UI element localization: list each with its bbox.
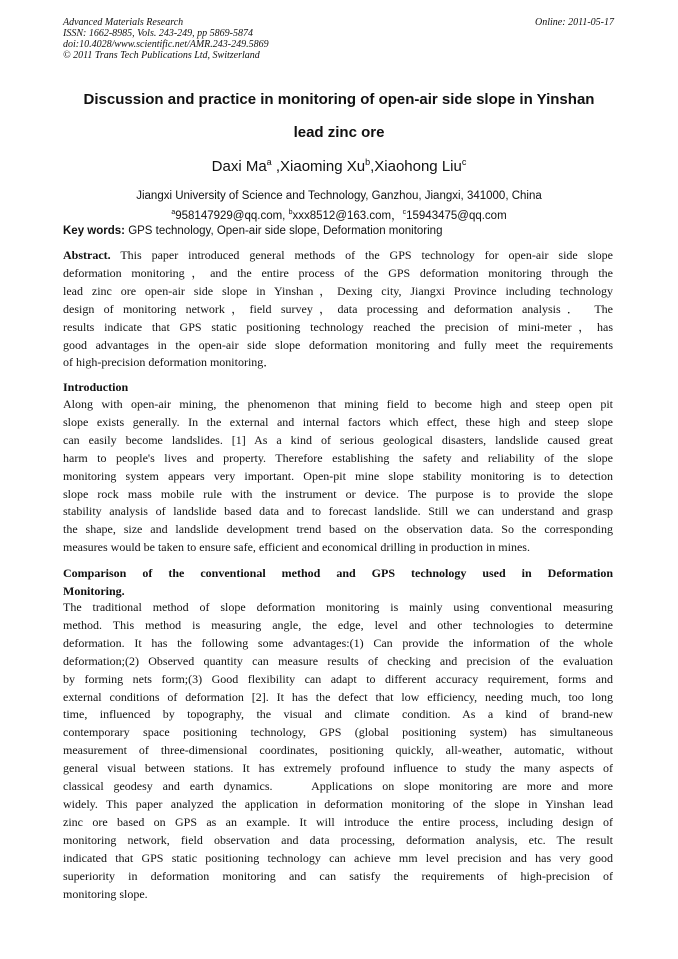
intro-line: can easily become landslides. [1] As a kind of serious geological disasters, landslide caused great: [63, 432, 613, 447]
comparison-line: contemporary space positioning technology, GPS (global positioning system) has simultaneous: [63, 725, 613, 740]
intro-line: monitoring system appears very important. Open-pit mine slope stability monitoring is to detection: [63, 468, 613, 483]
paper-title-line-1: Discussion and practice in monitoring of open-air side slope in Yinshan: [83, 91, 595, 108]
issn-line: ISSN: 1662-8985, Vols. 243-249, pp 5869-5874: [63, 28, 253, 39]
intro-line: measures would be taken to ensure safe, efficient and economical drilling in production in mines.: [63, 540, 530, 555]
comparison-line: by forming nets form;(3) Good flexibility can adapt to different accuracy requirement, forms and: [63, 671, 613, 686]
comparison-line: deformation;(2) Observed quantity can measure results of checking and precision of the evaluation: [63, 653, 613, 668]
comparison-paragraph: [63, 599, 613, 903]
author-list: [40, 157, 638, 175]
comparison-line: superiority in deformation monitoring and can satisfy the requirements of high-precision of: [63, 868, 613, 883]
email-3-mark: c: [402, 209, 407, 216]
abstract-line: results indicate that GPS static positioning technology reached the precision of mini-meter，has: [63, 319, 613, 334]
email-2: xxx8512@163.com，: [292, 210, 403, 222]
keywords-text: GPS technology, Open-air side slope, Deformation monitoring: [125, 225, 443, 237]
email-2-mark: b: [288, 209, 293, 216]
intro-line: slope exists generally. In the external and internal factors which effect, these high and steep slope: [63, 414, 613, 429]
comparison-line: measurement of three-dimensional coordinates, positioning quickly, all-weather, automatic, without: [63, 743, 613, 758]
doi-line: doi:10.4028/www.scientific.net/AMR.243-249.5869: [63, 39, 269, 50]
abstract-line: good advantages in the open-air side slope deformation monitoring and fully meet the requirements: [63, 337, 613, 352]
comparison-line: external conditions of deformation [2]. It has the defect that low efficiency, needing much, too long: [63, 689, 613, 704]
comparison-line: time, influenced by topography, the visual and climate condition. As a kind of brand-new: [63, 707, 613, 722]
copyright-line: © 2011 Trans Tech Publications Ltd, Switzerland: [63, 50, 260, 61]
abstract-line: of high-precision deformation monitoring．: [63, 355, 276, 370]
comparison-line: deformation. It has the following some advantages:(1) Can provide the information of the whole: [63, 635, 613, 650]
keywords-label: Key words:: [63, 225, 125, 237]
comparison-heading: Comparison of the conventional method and GPS technology used in Deformation Monitoring.: [63, 566, 613, 598]
email-1-mark: a: [171, 209, 176, 216]
intro-line: slope rock mass mobile rule with the instrument or device. The purpose is to provide the slope: [63, 486, 613, 501]
intro-line: Along with open-air mining, the phenomenon that mining field to become high and steep open pit: [63, 397, 613, 411]
comparison-line: general visual between stations. It has extremely profound influence to study the many aspects of: [63, 761, 613, 776]
comparison-line: zinc ore based on GPS as an example. It will introduce the entire process, including design of: [63, 814, 613, 829]
abstract-line: Abstract. This paper introduced general methods of the GPS technology for open-air side slope: [63, 248, 613, 262]
online-date: Online: 2011-05-17: [535, 17, 614, 28]
email-list: [40, 207, 638, 223]
email-1: 958147929@qq.com,: [175, 210, 289, 222]
intro-line: harm to people's lives and property. Therefore establishing the safety and reliability of the slope: [63, 450, 613, 465]
affiliation: Jiangxi University of Science and Technology, Ganzhou, Jiangxi, 341000, China: [136, 190, 542, 202]
comparison-line: The traditional method of slope deformation monitoring is mainly using conventional measuring: [63, 600, 613, 614]
paper-title-line-2: lead zinc ore: [293, 124, 385, 141]
keywords: [63, 225, 442, 237]
comparison-line: monitoring network, field observation and data processing, deformation analysis, etc. The result: [63, 832, 613, 847]
comparison-line: classical geodesy and earth dynamics. Applications on slope monitoring are more and more: [63, 779, 613, 794]
author-3-affil-mark: c: [461, 157, 467, 167]
abstract-label: Abstract.: [63, 248, 111, 262]
introduction-heading: Introduction: [63, 380, 129, 394]
author-2-affil-mark: b: [365, 157, 371, 167]
journal-name: Advanced Materials Research: [63, 17, 184, 28]
author-1-affil-mark: a: [266, 157, 272, 167]
abstract-line: deformation monitoring，and the entire process of the GPS deformation monitoring through the: [63, 265, 613, 280]
comparison-line: widely. This paper analyzed the application in deformation monitoring of the slope in Yinshan lead: [63, 796, 613, 811]
intro-line: stability analysis of landslide based data and to forecast landslide. Still we can understand and grasp: [63, 504, 613, 519]
abstract-line: lead zinc ore open-air side slope in Yinshan，Dexing city, Jiangxi Province including technology: [63, 283, 613, 298]
abstract-line: design of monitoring network，field survey，data processing and deformation analysis． The: [63, 301, 613, 316]
intro-line: the shape, size and landslide development trend based on the observation data. So the corresponding: [63, 522, 613, 537]
comparison-line: indicated that GPS static positioning technology can achieve mm level precision and has very good: [63, 850, 613, 865]
email-3: 15943475@qq.com: [406, 210, 507, 222]
abstract-paragraph: [63, 247, 613, 372]
introduction-paragraph: [63, 396, 613, 557]
author-3: ,Xiaohong Liu: [370, 158, 462, 175]
comparison-line: method. This method is measuring angle, the edge, level and other technologies to determine: [63, 617, 613, 632]
author-2: ,Xiaoming Xu: [271, 158, 366, 175]
author-1: Daxi Ma: [211, 158, 267, 175]
comparison-line: monitoring slope.: [63, 886, 148, 901]
